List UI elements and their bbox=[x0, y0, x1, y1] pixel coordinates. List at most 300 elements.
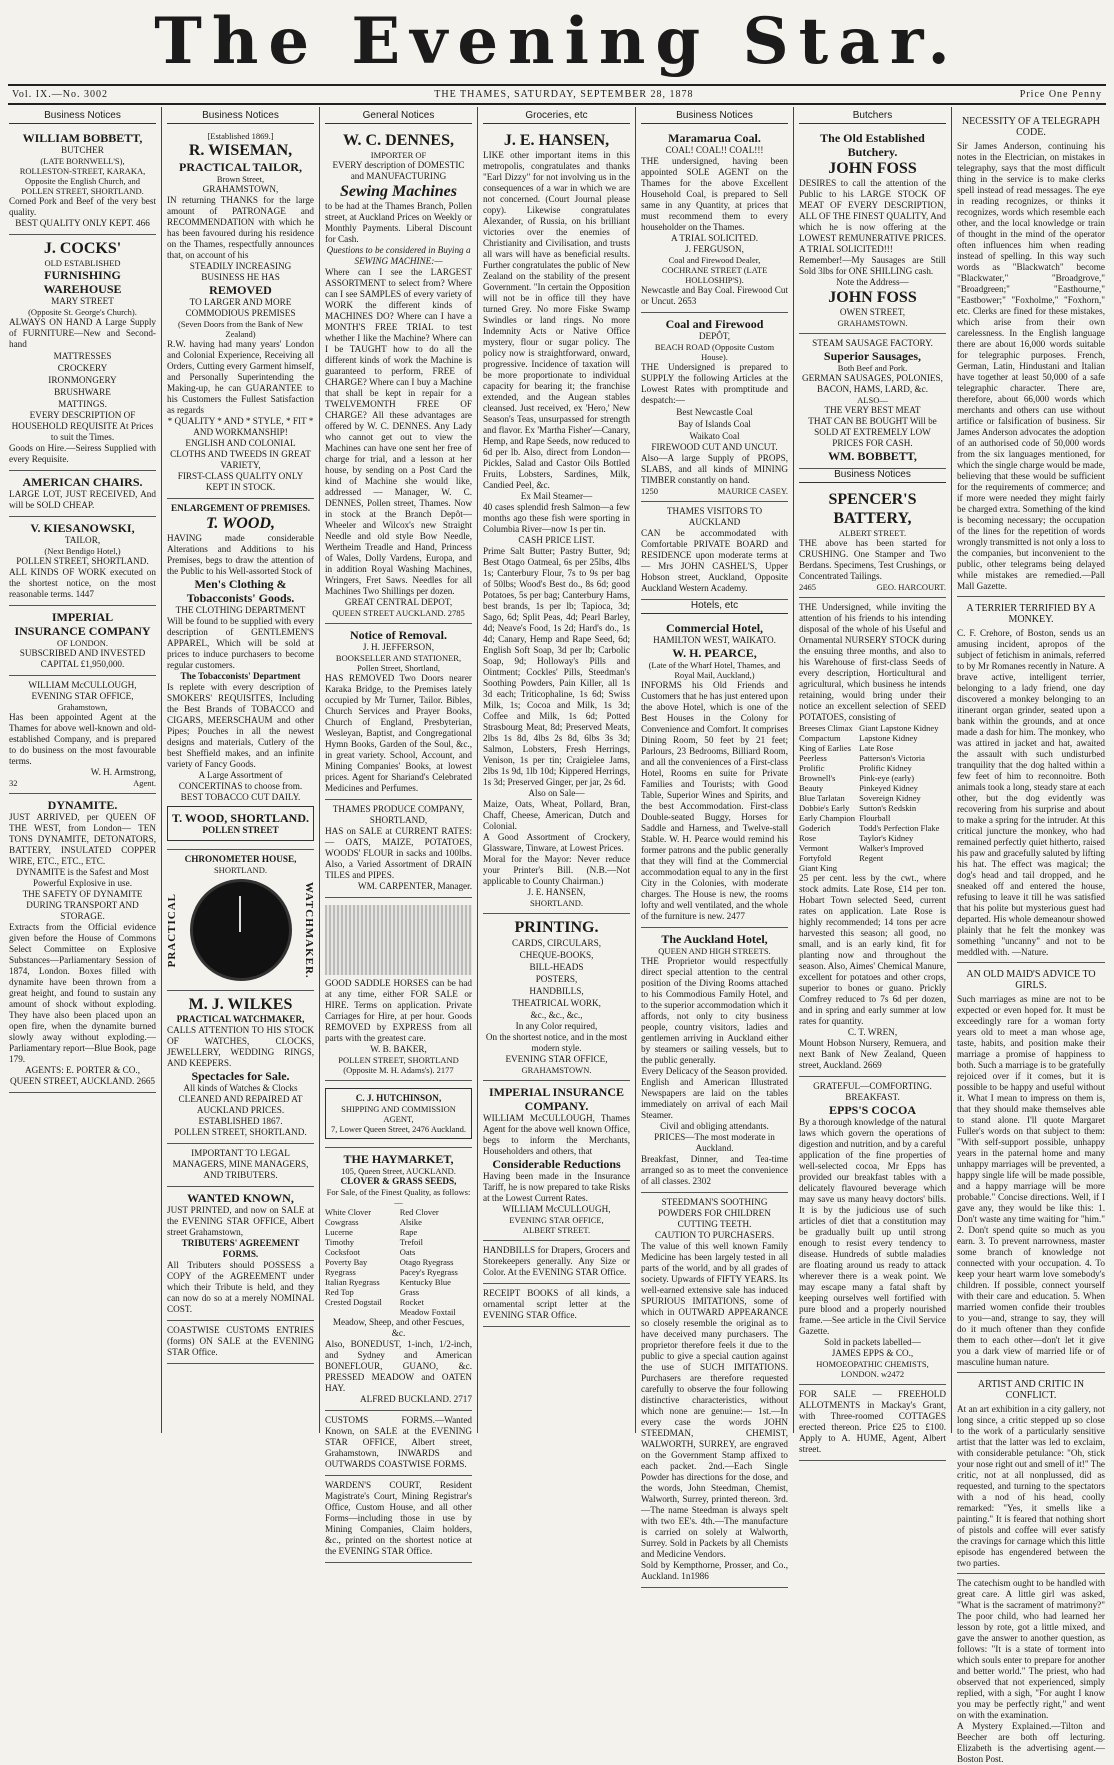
clock-icon bbox=[190, 879, 292, 981]
ad-wood bbox=[167, 499, 314, 850]
ad-haymarket bbox=[325, 1148, 472, 1411]
ad-name: W. C. DENNES, bbox=[343, 132, 454, 149]
list-item: Late Rose bbox=[859, 743, 894, 753]
ad-also: ALSO— bbox=[857, 395, 888, 405]
ad-crockery: A Good Assortment of Crockery, Glassware, Tinware, at Lowest Prices. bbox=[483, 832, 630, 853]
ad-hansen bbox=[483, 127, 630, 914]
list-item: Todd's Perfection Flake bbox=[859, 823, 940, 833]
ad-trade: PRACTICAL WATCHMAKER, bbox=[176, 1014, 305, 1024]
ad-sausage bbox=[799, 334, 946, 469]
ad-text: HANDBILLS for Drapers, Grocers and Storekeepers generally. Any Size or Color. At the EVENING STAR Office. bbox=[483, 1245, 630, 1277]
ad-prices: 25 per cent. less by the cwt., where stock admits. Late Rose, £14 per ton. Hobart Town selected Seed, current rates on application. Late Rose is highly recommended; 14 tons per acre harvested this season; all good, no small, and is an early kind, fit for planting now and throughout the season. Also, Aimes' Chemical Manure, excellent for potatoes and other crops, superior to bones or guano. Prickly Comfrey reduced to 7s 6d per dozen, and in spring and early summer at low rates for quantity. bbox=[799, 873, 946, 1026]
ad-street: ALBERT STREET. bbox=[522, 1225, 591, 1235]
ad-tributers-body: All Tributers should POSSESS a COPY of the AGREEMENT under which their Tribute is held, and they can now do so at a merely NOMINAL COST. bbox=[167, 1260, 314, 1314]
ad-late: (LATE BORNWELL'S), bbox=[40, 156, 125, 166]
ad-meadow: Meadow, Sheep, and other Fescues, &c. bbox=[332, 1317, 465, 1338]
ad-foot: BEST QUALITY ONLY KEPT. 466 bbox=[15, 218, 150, 228]
ad-firewood bbox=[641, 313, 788, 502]
ad-body: GOOD SADDLE HORSES can be had at any time, either FOR SALE or HIRE. Terms on application. Private Carriages for Hire, at per hour. Goods REMOVED by EXPRESS from all parts with the greatest care. bbox=[325, 978, 472, 1043]
ad-breakfast: BREAKFAST. bbox=[845, 1092, 900, 1102]
ad-office: EVENING STAR OFFICE, bbox=[505, 1054, 608, 1064]
ad-town: Grahamstown, bbox=[57, 702, 108, 712]
ad-title: STEAM SAUSAGE FACTORY. bbox=[812, 338, 933, 348]
columns bbox=[4, 107, 1110, 1764]
ad-opp: (Opposite M. H. Adams's). 2177 bbox=[343, 1065, 454, 1075]
seeds-right bbox=[400, 1207, 472, 1317]
article-title: NECESSITY OF A TELEGRAPH CODE. bbox=[961, 116, 1101, 138]
ad-removal bbox=[325, 624, 472, 800]
ad-near: (Next Bendigo Hotel,) bbox=[44, 546, 121, 556]
ad-addr: Mount Hobson Nursery, Remuera, and next Bank of New Zealand, Queen street, Auckland. 2669 bbox=[799, 1038, 946, 1070]
ad-of: OF LONDON. bbox=[57, 638, 108, 648]
ad-addr: 105, Queen Street, AUCKLAND. bbox=[341, 1166, 456, 1176]
ad-note: Note the Address— bbox=[836, 277, 909, 287]
ad-sign: WM. BOBBETT, bbox=[828, 449, 917, 463]
ad-for-sale: For Sale, of the Finest Quality, as follows:— bbox=[326, 1187, 471, 1207]
list-item: Crested Dogstail bbox=[325, 1297, 382, 1307]
ad-name: J. FERGUSON, bbox=[685, 244, 744, 254]
ad-town: GRAHAMSTOWN, bbox=[202, 184, 279, 194]
ad-body: LARGE LOT, JUST RECEIVED, And will be SOLD CHEAP. bbox=[9, 489, 156, 510]
masthead bbox=[0, 0, 1114, 84]
ad-agents: Sold by Kempthorne, Prosser, and Co., Auckland. 1n1986 bbox=[641, 1560, 788, 1581]
ad-trial: A TRIAL SOLICITED. bbox=[670, 233, 759, 243]
ad-also: Also—A large Supply of PROPS, SLABS, and all kinds of MINING TIMBER constantly on hand. bbox=[641, 453, 788, 485]
ad-printing bbox=[483, 914, 630, 1081]
ad-body: ALWAYS ON HAND A Large Supply of FURNITURE—New and Second-hand bbox=[9, 317, 156, 349]
list-item: Rocket bbox=[399, 1297, 424, 1307]
ad-addr: HAMILTON WEST, WAIKATO. bbox=[653, 635, 776, 645]
ad-title: Maramarua Coal. bbox=[668, 131, 761, 145]
section-heading-hotels: Hotels, etc bbox=[641, 600, 788, 614]
ad-steedman bbox=[641, 1193, 788, 1588]
ad-title: STEEDMAN'S SOOTHING POWDERS FOR CHILDREN CUTTING TEETH. bbox=[658, 1197, 771, 1229]
newspaper-title: The Evening Star. bbox=[154, 4, 960, 79]
ad-title: SPENCER'S BATTERY, bbox=[828, 491, 917, 527]
ad-body: THE Undersigned is prepared to SUPPLY the following Articles at the Lowest Rates with promptitude and despatch:— bbox=[641, 362, 788, 405]
ad-num: 32 bbox=[9, 778, 18, 788]
ad-auckland-hotel bbox=[641, 928, 788, 1193]
ad-street: MARY STREET bbox=[51, 296, 114, 306]
ad-office: EVENING STAR OFFICE, bbox=[31, 691, 134, 701]
ad-imperial bbox=[9, 606, 156, 676]
list-item: MATTRESSES bbox=[53, 351, 112, 361]
ad-title: ENLARGEMENT OF PREMISES. bbox=[170, 503, 311, 513]
list-item: Early Champion bbox=[799, 813, 855, 823]
list-item: Taylor's Kidney bbox=[859, 833, 914, 843]
ad-established: [Established 1869.] bbox=[207, 131, 274, 141]
coal-items bbox=[641, 406, 788, 442]
ad-sign: J. E. HANSEN, bbox=[527, 887, 586, 897]
ad-addr: 7, Lower Queen Street, 2476 Auckland. bbox=[330, 1124, 467, 1134]
ad-papers: English and American Illustrated Newspapers are laid on the tables immediately on arrival of each Mail Steamer. bbox=[641, 1077, 788, 1120]
ad-cloths: ENGLISH AND COLONIAL CLOTHS AND TWEEDS IN GREAT VARIETY, bbox=[170, 438, 311, 470]
ad-bought: THAT CAN BE BOUGHT Will be SOLD AT EXTREMELY LOW PRICES FOR CASH. bbox=[808, 416, 937, 448]
ad-body: THE Proprietor would respectfully direct special attention to the central position of the Diving Rooms attached to his Commodious Family Hotel, and to the superior accommodation which it affords, not only to city business people, country visitors, ladies and gentlemen arriving in Auckland either by steamers or sailing vessels, but to the public generally. bbox=[641, 956, 788, 1065]
ad-quality: * QUALITY * AND * STYLE, * FIT * AND WORKMANSHIP! bbox=[167, 416, 314, 437]
logo-right: SHORTLAND. bbox=[230, 811, 309, 825]
logo-left: T. WOOD, bbox=[172, 811, 228, 825]
ad-wiseman bbox=[167, 127, 314, 499]
ad-repairs: All kinds of Watches & Clocks CLEANED AND REPAIRED AT AUCKLAND PRICES. bbox=[178, 1083, 303, 1115]
list-item: Rape bbox=[399, 1227, 418, 1237]
ad-town: SHORTLAND. bbox=[213, 865, 268, 875]
seeds-left bbox=[325, 1207, 400, 1317]
ad-cry: COAL! COAL!! COAL!!! bbox=[665, 145, 764, 155]
list-item: Rose bbox=[799, 833, 816, 843]
ad-trade: Coal and Firewood Dealer, bbox=[668, 255, 761, 265]
ad-num: 1250 bbox=[641, 486, 658, 496]
ad-allotments bbox=[799, 1385, 946, 1461]
list-item: Best Newcastle Coal bbox=[676, 407, 753, 417]
ad-town: SHORTLAND. bbox=[529, 898, 584, 908]
potatoes-right bbox=[859, 723, 946, 873]
list-item: Oats bbox=[399, 1247, 416, 1257]
ad-title: THAMES PRODUCE COMPANY, SHORTLAND, bbox=[332, 804, 465, 825]
ad-street: Brown Street, bbox=[216, 174, 265, 184]
ad-body: Has been appointed Agent at the Thames for above well-known and old-established Company, and is prepared to do business on the most favourable terms. bbox=[9, 712, 156, 766]
ad-sign: WILLIAM McCULLOUGH, bbox=[502, 1204, 611, 1214]
ad-capital: SUBSCRIBED AND INVESTED CAPITAL £1,950,000. bbox=[19, 648, 146, 669]
list-item: Goderich bbox=[799, 823, 831, 833]
ad-also-body: Maize, Oats, Wheat, Pollard, Bran, Chaff, Cheese, American, Dutch and Colonial. bbox=[483, 799, 630, 831]
list-item: BRUSHWARE bbox=[54, 387, 111, 397]
ad-town: GRAHAMSTOWN. bbox=[837, 318, 908, 328]
article-body: C. F. Crehore, of Boston, sends us an amusing incident, apropos of the subject of fetichism in animals, referred to by Mr Romanes recently in Nature. A brave active, intelligent terrier, belonging to a lady friend, one day discovered a monkey belonging to an itinerant organ grinder, seated upon a bank within the grounds, and at once made a dash for him. The monkey, who was attired in jacket and hat, awaited the assault with such undisturbed tranquility that the dog halted within a few feet of him to reconnoitre. Both animals took a long, steady stare at each other, but the dog evidently was recovering from his surprise and about to make a spring for the intruder. At this critical juncture the monkey, who had remained perfectly quiet hitherto, raised his paw and gracefully saluted by lifting his hat. The effect was magical; the dog's head and tail dropped, and he sneaked off and entered the house, refusing to leave it till he was satisfied that his polite but mysterious guest had departed. His whole demeanour showed plainly that he felt the monkey was something "uncanny" and not to be meddled with. —Nature. bbox=[957, 628, 1105, 957]
ad-ex: Ex Mail Steamer— bbox=[520, 491, 593, 501]
list-item: Italian Ryegrass bbox=[325, 1277, 380, 1287]
list-item: CARDS, CIRCULARS, bbox=[511, 938, 602, 948]
ad-body: IN returning THANKS for the large amount of PATRONAGE and RECOMMENDATION with which he has been favoured during his residence on the Thames, respectfully announces that, on account of his bbox=[167, 195, 314, 260]
ad-body: CAN be accommodated with Comfortable PRIVATE BOARD and RESIDENCE upon moderate terms at— Mrs JOHN CASHEL'S, Upper Hobson street, Auckland, Opposite Auckland Western Academy. bbox=[641, 528, 788, 593]
ad-increasing: STEADILY INCREASING BUSINESS HE HAS bbox=[189, 261, 292, 282]
ad-coastwise bbox=[167, 1321, 314, 1364]
ad-sub: INSURANCE COMPANY bbox=[14, 624, 151, 638]
ad-title: THE HAYMARKET, bbox=[343, 1152, 454, 1166]
ad-body: EVERY description of DOMESTIC and MANUFACTURING bbox=[332, 160, 465, 181]
ad-street: POLLEN STREET, SHORTLAND bbox=[338, 1055, 459, 1065]
ad-extract: Extracts from the Official evidence given before the House of Commons Select Committee on Explosive Substances—Parliamentary Session of 1874, London. Boxes filled with dynamite have been thrown from a great height, and found to sustain any amount of shock without exploding. They have also been placed upon an open fire, when the dynamite burned slowly away without exploding.—Parliamentary report—Blue Book, page 179. bbox=[9, 922, 156, 1064]
column-heading: General Notices bbox=[325, 110, 472, 124]
ad-name: JOHN FOSS bbox=[828, 160, 917, 177]
ad-had: to be had at the Thames Branch, Pollen street, at Auckland Prices on Weekly or Monthly Payments. Liberal Discount for Cash. bbox=[325, 201, 472, 244]
column-3 bbox=[320, 107, 478, 1556]
ad-wilkes bbox=[167, 991, 314, 1144]
ad-body: WILLIAM McCULLOUGH, Thames Agent for the above well known Office, begs to inform the Merchants, Householders and others, that bbox=[483, 1113, 630, 1156]
ad-title: FURNISHING WAREHOUSE bbox=[43, 268, 122, 296]
ad-prices: PRICES—The most moderate in Auckland. bbox=[654, 1132, 775, 1153]
section-heading-business: Business Notices bbox=[799, 469, 946, 483]
ad-street: OWEN STREET, bbox=[839, 307, 906, 317]
ad-title: Notice of Removal. bbox=[350, 628, 447, 642]
list-item: THEATRICAL WORK, bbox=[512, 998, 601, 1008]
ad-machines: Sewing Machines bbox=[340, 183, 457, 200]
list-item: CHEQUE-BOOKS, bbox=[519, 950, 594, 960]
ad-hutchinson bbox=[325, 1081, 472, 1148]
list-item: White Clover bbox=[325, 1207, 372, 1217]
article-title: AN OLD MAID'S ADVICE TO GIRLS. bbox=[966, 969, 1096, 991]
ad-chronometer bbox=[167, 850, 314, 991]
list-item: Cocksfoot bbox=[325, 1247, 360, 1257]
list-item: Kentucky Blue Grass bbox=[399, 1277, 451, 1297]
article-title: ARTIST AND CRITIC IN CONFLICT. bbox=[977, 1379, 1085, 1401]
ad-goods: Goods on Hire.—Seiress Supplied with every Requisite. bbox=[9, 443, 156, 464]
list-item: Red Clover bbox=[399, 1207, 439, 1217]
ad-daily: BEST TOBACCO CUT DAILY. bbox=[180, 792, 301, 802]
ad-sign: ALFRED BUCKLAND. 2717 bbox=[359, 1394, 472, 1404]
ad-name: J. COCKS' bbox=[43, 240, 122, 257]
ad-title: THAMES VISITORS TO AUCKLAND bbox=[666, 506, 763, 527]
ad-depot: DEPÔT, bbox=[698, 331, 731, 341]
ad-body: HAS on SALE at CURRENT RATES:— OATS, MAIZE, POTATOES, WOODS' FLOUR in sacks and 100lbs. Also, a Varied Assortment of DRAIN TILES and PIPES. bbox=[325, 826, 472, 880]
column-1 bbox=[4, 107, 162, 1433]
ad-customs bbox=[325, 1411, 472, 1476]
ad-visitors bbox=[641, 502, 788, 600]
ad-body: HAS REMOVED Two Doors nearer Karaka Bridge, to the Premises lately occupied by Mr Turner, Tailor. Bibles, Church Services and Prayer Books, Church of England, Presbyterian, Wesleyan, Baptist, and Congregational Hymn Books, Garden of the Soul, &c., in great variety. School, Account, and Mining Companies' Books, at lowest prices. Agent for Shariand's Celebrated Medicines and Perfumes. bbox=[325, 673, 472, 793]
ad-receipt bbox=[483, 1284, 630, 1327]
ad-warden bbox=[325, 1476, 472, 1563]
ad-foot: Newcastle and Bay Coal. Firewood Cut or Uncut. 2653 bbox=[641, 285, 788, 306]
column-heading: Groceries, etc bbox=[483, 110, 630, 124]
ad-seven: (Seven Doors from the Bank of New Zealand) bbox=[177, 319, 304, 339]
horse-carriage-illustration bbox=[325, 905, 472, 975]
ad-body: The value of this well known Family Medicine has been largely tested in all parts of the world, and by all grades of society. Upwards of FIFTY YEARS. Its well-earned extensive sale has induced SPURIOUS IMITATIONS, some of which in OUTWARD APPEARANCE so closely resemble the original as to have deceived many purchasers. The proprietor therefore feels it due to the public to give a special caution against the use of SUCH IMITATIONS. Purchasers are therefore requested carefully to observe the four following distinctive characteristics, without which none are genuine:— 1st.—In every case the words JOHN STEEDMAN, CHEMIST, WALWORTH, SURREY, are engraved on the Government Stamp affixed to each packet. 2nd.—Each Single Powder has directions for the dose, and the words, John Steedman, Chemist, Walworth, Surrey, printed thereon. 3rd.—The name Steedman is always spelt with two EE's. 4th.—The manufacture is carried on solely at Walworth, Surrey. Sold in Packets by all Chemists and Medicine Vendors. bbox=[641, 1241, 788, 1559]
ad-town: GRAHAMSTOWN. bbox=[521, 1065, 592, 1075]
column-heading: Business Notices bbox=[167, 110, 314, 124]
ad-foss bbox=[799, 127, 946, 334]
list-item: Prolific bbox=[799, 763, 825, 773]
ad-title: Coal and Firewood bbox=[665, 317, 764, 331]
column-4 bbox=[478, 107, 636, 1433]
list-item: Poverty Bay Ryegrass bbox=[325, 1257, 368, 1277]
ad-reductions: Considerable Reductions bbox=[492, 1157, 621, 1171]
list-item: Lapstone Kidney bbox=[859, 733, 918, 743]
ad-text: IMPORTANT TO LEGAL MANAGERS, MINE MANAGERS, AND TRIBUTERS. bbox=[172, 1148, 309, 1180]
column-5 bbox=[636, 107, 794, 1581]
ad-tob: The Tobacconists' Department bbox=[180, 671, 301, 681]
ad-name: J. H. JEFFERSON, bbox=[362, 642, 435, 652]
dateline bbox=[8, 84, 1106, 105]
list-item: Meadow Foxtail bbox=[399, 1307, 456, 1317]
print-items bbox=[483, 937, 630, 1021]
article-body: At an art exhibition in a city gallery, not long since, a critic stepped up so close to the work of a particularly sensitive artist that the latter was led to exclaim, with considerable petulance: "Oh, stick your nose right out and smell of it!" The critic, not at all nonplussed, did as requested, and turning to the spectators with a nod of his head, coolly remarked: "Yes, it smells like a painting." It is feared that nothing short of pistols and coffee will ever satisfy the cravings for carnage which this little episode has engendered between the two parties. bbox=[957, 1404, 1106, 1568]
ad-civil: Civil and obliging attendants. bbox=[660, 1121, 769, 1131]
ad-body: ALL KINDS OF WORK executed on the shortest notice, on the most reasonable terms. 1447 bbox=[9, 567, 156, 599]
ad-safety: THE SAFETY OF DYNAMITE DURING TRANSPORT AND STORAGE. bbox=[22, 889, 143, 921]
ad-agent: Agent. bbox=[133, 778, 156, 788]
ad-any: In any Color required, bbox=[515, 1021, 598, 1031]
ad-street: POLLEN STREET, SHORTLAND. bbox=[174, 1127, 307, 1137]
ad-text: FOR SALE — FREEHOLD ALLOTMENTS in Mackay's Grant, with Three-roomed COTTAGES erected thereon. Price £25 to £100. Apply to A. HUME, Agent, Albert street. bbox=[799, 1389, 946, 1454]
article-body: The catechism ought to be handled with great care. A little girl was asked, "What is the sacrament of matrimony?" The poor child, who had learned her lesson by rote, got a little mixed, and gave the answer to another question, as follows: "It is a state of torment into which souls enter to prepare for another and better world." The priest, who had observed that not experienced, simply replied, with a sigh, "For aught I know you may be perfectly right," and went on with the examination. bbox=[957, 1578, 1105, 1720]
ad-caution: CAUTION TO PURCHASERS. bbox=[654, 1230, 775, 1240]
list-item: Trefoil bbox=[399, 1237, 424, 1247]
ad-potatoes bbox=[799, 598, 946, 1077]
ad-est: ESTABLISHED 1867. bbox=[198, 1116, 283, 1126]
list-item: Giant Lapstone Kidney bbox=[859, 723, 939, 733]
ad-handbills bbox=[483, 1241, 630, 1284]
list-item: Walker's Improved Regent bbox=[859, 843, 924, 863]
ad-epps bbox=[799, 1077, 946, 1385]
article-body: Sir James Anderson, continuing his notes in the Electrician, on mistakes in telegraphy, says that the most difficult thing in the service is to make clerks spell instead of read messages. The eye in reading recognizes, or thinks it recognizes, words which resemble each other, and the local knowledge or train of thought in the mind of the operator often influences him when reading instead of spelling. In this way such words as "Blackwatch" become "Blackwater," "Broadgrove," "Broadgreen;" "Easthourne," "Eastbower;" "Foxholme," "Foxhorn," etc. Clerks are fined for these mistakes, which arise from their own carelessness. In the English language there are about 16,000 words suitable for telegraphic purposes. French, German, Latin, Hindustani and Italian have together at least 50,000 of a safe telegraphic character. There are, therefore, about 66,000 words which merchants and others can use without artifice or falsification of business. Sir James Anderson advocates the adoption of an authorised code of 50,000 words from the six languages mentioned, for which the single charge would be made, believing that these would be sufficient for the requirements of commerce; and if more were needed they might fairly be charged extra. Something of the kind is becoming necessary; the occupation of the lines for the repetition of words wrongly transmitted is not only a loss to the companies, but inconvenient to the public, other telegrams being delayed while mistakes are remedied.—Pall Mall Gazette. bbox=[957, 141, 1105, 591]
list-item: Bay of Islands Coal bbox=[678, 419, 751, 429]
ad-items: GERMAN SAUSAGES, POLONIES, BACON, HAMS, LARD, &c. bbox=[802, 373, 943, 394]
ad-commercial-hotel bbox=[641, 617, 788, 928]
list-item: Waikato Coal bbox=[689, 431, 740, 441]
ad-town: LONDON. w2472 bbox=[840, 1369, 905, 1379]
ad-trade: HOMOEOPATHIC CHEMISTS, bbox=[816, 1359, 929, 1369]
ad-remember: Remember!—My Sausages are Still Sold 3lbs for ONE SHILLING cash. bbox=[799, 255, 946, 276]
ad-cocks bbox=[9, 235, 156, 471]
ad-agents: AGENTS: E. PORTER & CO., QUEEN STREET, AUCKLAND. 2665 bbox=[9, 1065, 156, 1086]
ad-every: Every Delicacy of the Season provided. bbox=[641, 1066, 788, 1076]
ad-mccullough bbox=[9, 676, 156, 794]
list-item: Peerless bbox=[799, 753, 827, 763]
column-heading: Business Notices bbox=[641, 110, 788, 124]
ad-list bbox=[9, 350, 156, 410]
ad-also: Also on Sale— bbox=[528, 788, 585, 798]
ad-imperial2 bbox=[483, 1081, 630, 1241]
ad-name: WILLIAM BOBBETT, bbox=[22, 131, 143, 145]
ad-opp: (Opposite St. George's Church). bbox=[28, 307, 137, 317]
ad-cut: FIREWOOD CUT AND UNCUT. bbox=[651, 442, 778, 452]
article-body: A Mystery Explained.—Tilton and Beecher are both off lecturing. Elizabeth is the advertising agent.—Boston Post. bbox=[957, 1721, 1105, 1764]
ad-prices: Prime Salt Butter; Pastry Butter, 9d; Best Otago Oatmeal, 6s per 25lbs, 4lbs 1s; Canterbury Flour, 7s to 9s per bag of 50lbs; Wood's Best do., 8s 6d; good Potatoes, 5s per bag; Canterbury Hams, best brands, 1s per lb; Tapioca, 3d; Sago, 6d; Split Peas, 4d; Pearl Barley, 4d; Neave's Food, 1s 2d; Hard's do., 1s 4d; Canary, Hemp and Rape Seed, 6d; English Soft Soap, 3d per lb; Carbolic Soap, 9d; Holloway's Pills and Ointment; Cockles' Pills, Steedman's Soothing Powders, Pain Killer, all 1s 3d each; Triticophaline, 1s 6d; Swiss Milk, 1s; Cocoa and Milk, 1s 3d; Coffee and Milk, 1s 6d; Potted Strasbourg Meat, 8d; Preserved Meats, 2lbs 1s 8d, 4lbs 2s 8d, 6lbs 3s 3d; Salmon, Lobsters, Fresh Herrings, Venison, 1s per tin; Craigielee Jams, 2lbs 1s 9d, 1lb 10d; Kippered Herrings, 1s 3d; Preserved Ginger, per jar, 2s 6d. bbox=[483, 546, 630, 787]
ad-first: FIRST-CLASS QUALITY ONLY KEPT IN STOCK. bbox=[177, 471, 304, 492]
ad-sign: GEO. HARCOURT. bbox=[876, 582, 946, 592]
ad-body: THE undersigned, having been appointed SOLE AGENT on the Thames for the above Excellent Household Coal, is prepared to Sell same in any Quantity, at prices that must recommend them to every householder on the Thames. bbox=[641, 156, 788, 232]
ad-name: W. B. BAKER, bbox=[370, 1044, 427, 1054]
ad-text: COASTWISE CUSTOMS ENTRIES (forms) ON SALE at the EVENING STAR Office. bbox=[167, 1325, 314, 1357]
potatoes-left bbox=[799, 723, 859, 873]
ad-both: Both Beef and Pork. bbox=[837, 363, 908, 373]
ad-body: INFORMS his Old Friends and Customers that he has just entered upon the above Hotel, which is one of the Best Houses in the Colony for Convenience and Comfort. It comprises Dining Room, 50 feet by 21 feet; Parlours, 23 Bedrooms, Billiard Room, and all the conveniences of a First-class Hotel, Rooms en suite for Private Families and Tourists; with Good Table, Superior Wines and Spirits, and the best Accommodation. First-class Double-seated Buggy, Horses for Saddle and Harness, and Twelve-stall Stable. W. H. Pearce would remind his former patrons and the public generally that they will find at the Commercial accommodation equal to any in the first City in the Colonies, with moderate charges. The House is new, the rooms lofty and well ventilated, and the whole of the furniture is new. 2477 bbox=[641, 680, 788, 921]
list-item: Lucerne bbox=[325, 1227, 353, 1237]
list-item: Vermont bbox=[799, 843, 829, 853]
ad-important bbox=[167, 1144, 314, 1187]
ad-name: J. E. HANSEN, bbox=[503, 132, 610, 149]
ad-clover: CLOVER & GRASS SEEDS, bbox=[340, 1176, 457, 1186]
column-2 bbox=[162, 107, 320, 1433]
ad-trade: TAILOR, bbox=[64, 535, 101, 545]
list-item: CROCKERY bbox=[57, 363, 108, 373]
ad-title: The Old Established Butchery. bbox=[820, 131, 925, 159]
list-item: Sutton's Redskin Flourball bbox=[859, 803, 917, 823]
ad-addr: QUEEN AND HIGH STREETS. bbox=[658, 946, 771, 956]
ad-title: IMPERIAL INSURANCE COMPANY. bbox=[488, 1085, 625, 1113]
list-item: Cowgrass bbox=[325, 1217, 359, 1227]
ad-name: M. J. WILKES bbox=[188, 996, 293, 1013]
ad-kiesanowski bbox=[9, 517, 156, 606]
ad-title: Commercial Hotel, bbox=[665, 621, 764, 635]
ad-every: EVERY DESCRIPTION OF HOUSEHOLD REQUISITE At Prices to suit the Times. bbox=[11, 410, 154, 442]
ad-name: V. KIESANOWSKI, bbox=[30, 521, 135, 535]
list-item: Alsike bbox=[399, 1217, 422, 1227]
list-item: Dobbie's Early bbox=[799, 803, 850, 813]
ad-cocoa: EPPS'S COCOA bbox=[828, 1103, 916, 1117]
ad-notice: On the shortest notice, and in the most modern style. bbox=[485, 1032, 628, 1053]
ad-title: DYNAMITE. bbox=[47, 798, 118, 812]
list-item: IRONMONGERY bbox=[48, 375, 117, 385]
column-6 bbox=[794, 107, 952, 1454]
ad-tob-body: Is replete with every description of SMOKERS' REQUISITES, Including the Best Brands of TOBACCO and CIGARS, MEERSCHAUM and other Pipes; Pouches in all the newest designs and materials, Cutlery of the best Sheffield makes, and an infinite variety of Fancy Goods. bbox=[167, 682, 314, 769]
ad-sign: C. T. WREN, bbox=[847, 1027, 898, 1037]
ad-office: EVENING STAR OFFICE, bbox=[509, 1215, 604, 1225]
ad-addr: BEACH ROAD (Opposite Custom House). bbox=[654, 342, 775, 362]
volume-number: Vol. IX.—No. 3002 bbox=[12, 89, 108, 100]
ad-name: C. J. HUTCHINSON, bbox=[355, 1093, 442, 1103]
side-label-left: PRACTICAL bbox=[166, 892, 178, 968]
ad-spectacles: Spectacles for Sale. bbox=[191, 1069, 290, 1083]
ad-battery bbox=[799, 486, 946, 598]
ad-depot: GREAT CENTRAL DEPOT, bbox=[344, 597, 453, 607]
ad-title: CHRONOMETER HOUSE, bbox=[184, 854, 297, 864]
ad-chairs bbox=[9, 471, 156, 517]
list-item: Breeses Climax bbox=[799, 723, 853, 733]
ad-body: LIKE other important items in this metropolis, congratulates and thanks "Earl Dizzy" for not involving us in the consequences of a war in which we are not concerned. (Court Journal please copy). Likewise congratulates Alexander, of Russia, on his brilliant victories over the enemies of Christianity and Civilisation, and trusts all wars will have as beneficial results. Further congratulates the public of New Zealand on the stability of the present Government. "In certain the Opposition will not be in office till they have turned Grey. No more Fiske Swamp Swindles or land rings. No more Indemnity Acts or Native Office mystery, flour or sugar policy. The policy now is straightforward, onward, progressive. Incidence of taxation will be more proportionate to individual capacity for bearing it; the franchise extended, and the Augean stables cleansed. Just received, ex 'Hero,' New Season's Teas, unsurpassed for strength and flavor. Ex 'Martha Fisher'—Canary, Hemp, and Rape Seeds, now reduced to 6d per lb. Also, direct from London—Pickles, Salad and Castor Oils Bottled Fruits, Lobsters, Sardines, Milk, Candied Peel, &c. bbox=[483, 150, 630, 490]
logo-bottom: POLLEN STREET bbox=[202, 825, 279, 835]
place-date: THE THAMES, SATURDAY, SEPTEMBER 28, 1878 bbox=[434, 89, 694, 100]
ad-num: 2465 bbox=[799, 582, 816, 592]
ad-depot-addr: QUEEN STREET AUCKLAND. 2785 bbox=[332, 608, 465, 618]
ad-sub: Superior Sausages, bbox=[823, 349, 922, 363]
list-item: Giant King bbox=[799, 863, 838, 873]
ad-sign: MAURICE CASEY. bbox=[717, 486, 788, 496]
ad-addr: COCHRANE STREET (LATE HOLLOSHIP'S). bbox=[661, 265, 768, 285]
ad-street: POLLEN STREET, SHORTLAND. bbox=[16, 556, 149, 566]
ad-produce bbox=[325, 800, 472, 898]
list-item: Timothy bbox=[325, 1237, 354, 1247]
ad-name: JAMES EPPS & CO., bbox=[831, 1348, 914, 1358]
list-item: Pacey's Ryegrass bbox=[399, 1267, 458, 1277]
price: Price One Penny bbox=[1019, 89, 1102, 100]
ad-address: ROLLESTON-STREET, KARAKA, Opposite the English Church, and POLLEN STREET, SHORTLAND. bbox=[19, 166, 146, 196]
ad-title: The Auckland Hotel, bbox=[661, 932, 768, 946]
ad-concertina: A Large Assortment of CONCERTINAS to choose from. bbox=[178, 770, 303, 791]
ad-dept-body: Will be found to be supplied with every description of GENTLEMEN'S APPAREL, Which will be sold at prices to induce purchasers to become regular customers. bbox=[167, 616, 314, 670]
list-item: Compactum bbox=[799, 733, 841, 743]
ad-dynamite bbox=[9, 794, 156, 1093]
ad-r-body: Having been made in the Insurance Tariff, he is now prepared to take Risks at the Lowest Current Rates. bbox=[483, 1171, 630, 1203]
ad-rw: R.W. having had many years' London and Colonial Experience, Receiving all Orders, Cutting every Garment himself, and Personally Superintending the Making-up, he can GUARANTEE to his Customers the Fullest Satisfaction as regards bbox=[167, 339, 314, 415]
list-item: &c., &c., &c., bbox=[530, 1010, 583, 1020]
ad-baker bbox=[325, 898, 472, 1081]
ad-body: JUST ARRIVED, per QUEEN OF THE WEST, from London— TEN TONS DYNAMITE, DETONATORS, BATTERY, INSULATED COPPER WIRE, ETC., ETC., ETC. bbox=[9, 812, 156, 866]
wood-logo bbox=[167, 806, 314, 841]
ad-meat: THE VERY BEST MEAT bbox=[824, 405, 921, 415]
ad-late: (Late of the Wharf Hotel, Thames, and Royal Mail, Auckland,) bbox=[648, 660, 781, 680]
ad-trade: PRACTICAL TAILOR, bbox=[179, 160, 302, 174]
ad-body: DESIRES to call the attention of the Public to his LARGE STOCK OF MEAT OF EVERY DESCRIPTION, ALL OF THE FINEST QUALITY, And which he is now offering at the LOWEST REMUNERATIVE PRICES. A TRIAL SOLICITED!!! bbox=[799, 178, 946, 254]
article-title: A TERRIER TERRIFIED BY A MONKEY. bbox=[966, 603, 1096, 625]
list-item: Blue Tarlatan bbox=[799, 793, 845, 803]
column-7 bbox=[952, 107, 1110, 1764]
ad-body: HAVING made considerable Alterations and Additions to his Premises, begs to draw the attention of the Public to his Well-assorted Stock of bbox=[167, 533, 314, 576]
ad-trade: SHIPPING AND COMMISSION AGENT, bbox=[341, 1104, 456, 1124]
ad-name2: JOHN FOSS bbox=[828, 289, 917, 306]
ad-wanted bbox=[167, 1187, 314, 1321]
ad-body: JUST PRINTED, and now on SALE at the EVENING STAR OFFICE, Albert street Grahamstown, bbox=[167, 1205, 314, 1237]
ad-meals: Breakfast, Dinner, and Tea-time arranged so as to meet the convenience of all classes. 2302 bbox=[641, 1154, 788, 1186]
ad-dept: THE CLOTHING DEPARTMENT bbox=[175, 605, 306, 615]
list-item: King of Earlies bbox=[799, 743, 851, 753]
ad-name: T. WOOD, bbox=[206, 515, 275, 532]
list-item: Brownell's Beauty bbox=[799, 773, 836, 793]
list-item: HANDBILLS, bbox=[529, 986, 584, 996]
ad-ex-body: 40 cases splendid fresh Salmon—a few months ago these fish were sporting in Columbia River—now 1s per tin. bbox=[483, 502, 630, 534]
ad-trade: IMPORTER OF bbox=[370, 150, 427, 160]
list-item: Pink-eye (early) bbox=[859, 773, 915, 783]
